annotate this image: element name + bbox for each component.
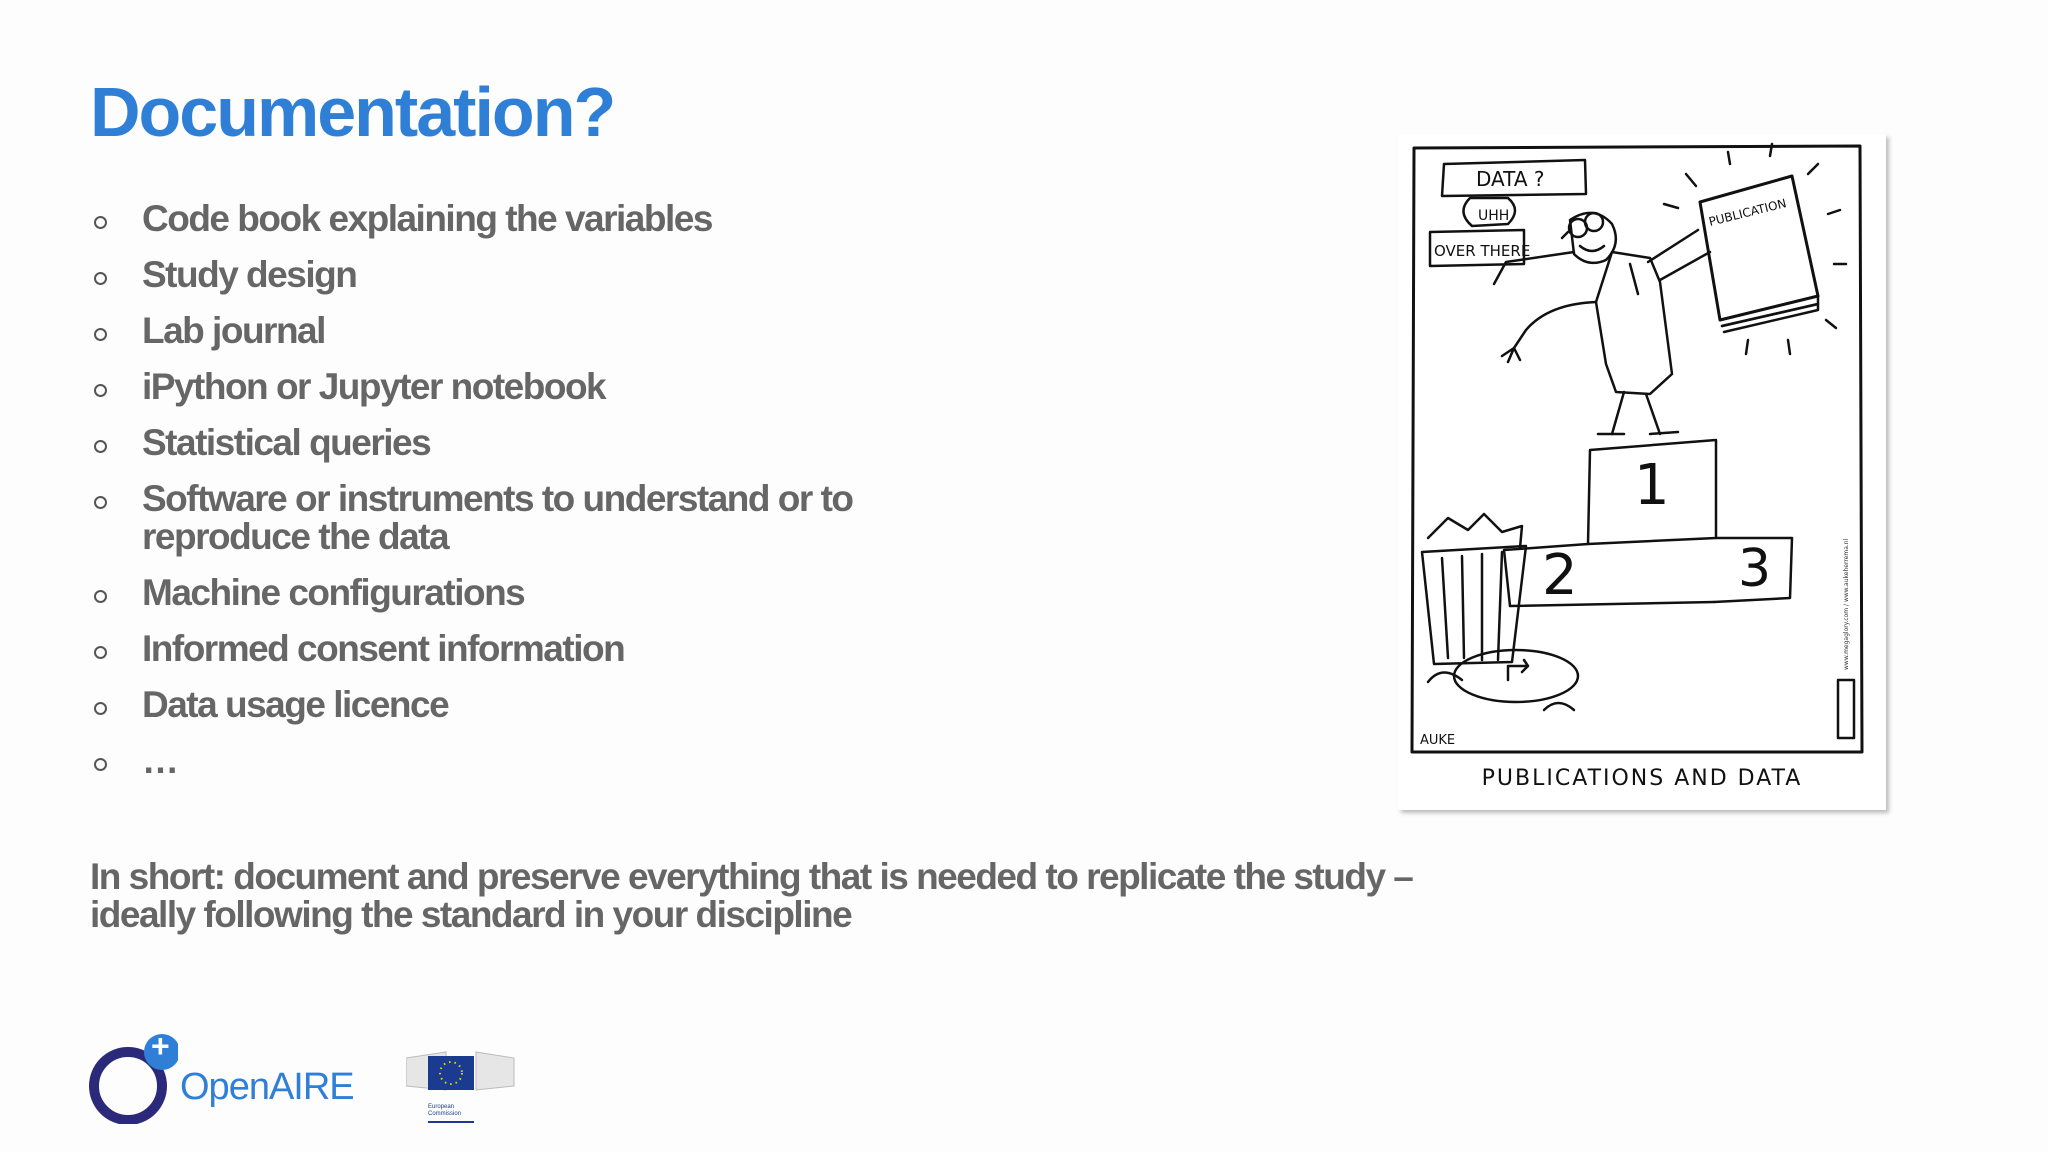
cartoon-illustration	[1398, 134, 1886, 810]
bullet-circle-icon	[94, 440, 107, 453]
podium-second-place: 2	[1542, 543, 1578, 608]
paper-label-text: PUBLICATION	[1707, 196, 1788, 229]
podium-first-place: 1	[1634, 453, 1670, 518]
summary-text: In short: document and preserve everything that is needed to replicate the study – ideally following the standard in your discipline	[90, 856, 1413, 935]
sign-data-text: DATA ?	[1476, 167, 1545, 191]
bullet-item: Lab journal	[90, 312, 950, 350]
bullet-item: …	[90, 742, 950, 780]
bullet-item: Data usage licence	[90, 686, 950, 724]
bullet-item: Code book explaining the variables	[90, 200, 950, 238]
bullet-circle-icon	[94, 702, 107, 715]
bullet-item: Machine configurations	[90, 574, 950, 612]
bullet-circle-icon	[94, 272, 107, 285]
credit-text: www.megaglory.com / www.aukeherrema.nl	[1843, 538, 1850, 670]
bullet-circle-icon	[94, 646, 107, 659]
sign-uhh-text: UHH	[1478, 208, 1510, 224]
openaire-label: OpenAIRE	[180, 1066, 354, 1108]
european-commission-logo	[406, 1046, 516, 1126]
bullet-circle-icon	[94, 758, 107, 771]
bullet-circle-icon	[94, 590, 107, 603]
bullet-item: iPython or Jupyter notebook	[90, 368, 950, 406]
bullet-item: Informed consent information	[90, 630, 950, 668]
bullet-circle-icon	[94, 328, 107, 341]
bullet-circle-icon	[94, 216, 107, 229]
bullet-item: Statistical queries	[90, 424, 950, 462]
bullet-item: Study design	[90, 256, 950, 294]
eu-label: European Commission	[428, 1104, 462, 1117]
sign-over-there-text: OVER THERE	[1434, 242, 1531, 260]
cartoon-drawing	[1398, 134, 1886, 810]
bullet-list	[90, 200, 950, 798]
slide-title: Documentation?	[90, 73, 615, 151]
artist-signature: AUKE	[1420, 733, 1456, 748]
bullet-item: Software or instruments to understand or to reproduce the data	[90, 480, 862, 556]
cartoon-caption: PUBLICATIONS AND DATA	[1481, 766, 1803, 791]
bullet-circle-icon	[94, 496, 107, 509]
openaire-logo	[88, 1028, 368, 1124]
openaire-plus-icon: +	[151, 1028, 170, 1064]
bullet-circle-icon	[94, 384, 107, 397]
podium-third-place: 3	[1738, 539, 1772, 599]
